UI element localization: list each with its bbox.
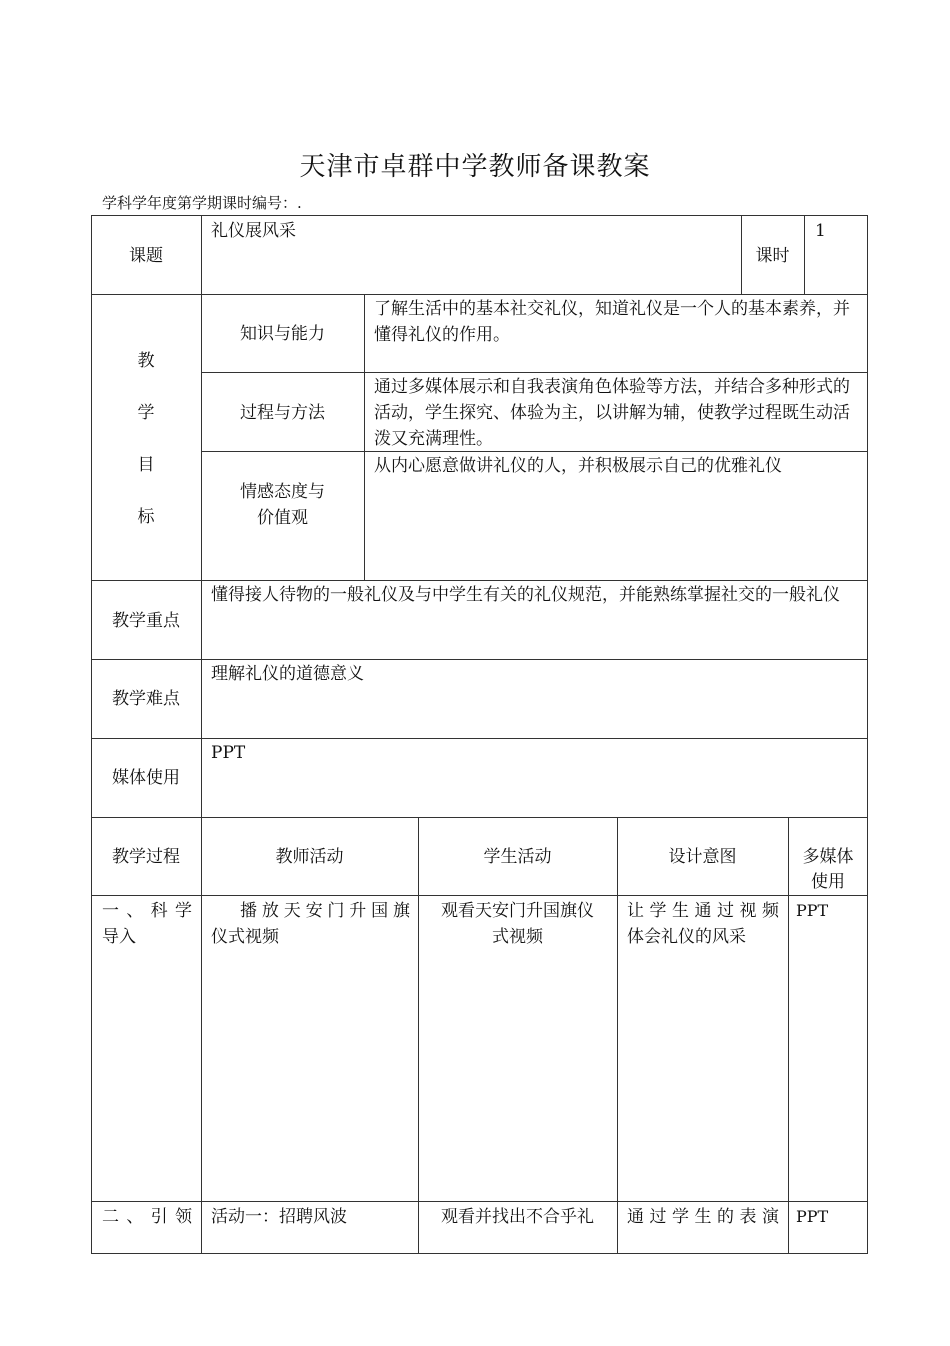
objectives-label-char: 标 — [137, 507, 155, 527]
process-row1-design-line2: 体会礼仪的风采 — [627, 927, 746, 947]
process-header-media: 多媒体 — [802, 847, 854, 867]
difficulty-text: 理解礼仪的道德意义 — [211, 664, 364, 684]
process-row1-student-line2: 式视频 — [492, 927, 543, 947]
objective-text-knowledge: 了解生活中的基本社交礼仪，知道礼仪是一个人的基本素养，并懂得礼仪的作用。 — [374, 299, 850, 345]
lesson-plan-table — [91, 215, 868, 1254]
key-point-text: 懂得接人待物的一般礼仪及与中学生有关的礼仪规范，并能熟练掌握社交的一般礼仪 — [211, 585, 840, 605]
process-row2-design: 通过学生的表演 — [627, 1207, 779, 1227]
objective-label-attitude: 情感态度与 — [240, 482, 325, 502]
process-row1-stage: 一、科学 — [102, 901, 192, 921]
process-row2-teacher: 活动一：招聘风波 — [211, 1207, 347, 1227]
key-point-label: 教学重点 — [112, 611, 180, 631]
objectives-label-char: 教 — [137, 351, 155, 371]
process-header-design: 设计意图 — [668, 847, 737, 867]
objective-label-knowledge: 知识与能力 — [240, 324, 325, 344]
media-text: PPT — [211, 743, 246, 763]
process-header-stage: 教学过程 — [112, 847, 180, 867]
process-row1-design: 让学生通过视频 — [627, 901, 779, 921]
row-divider — [91, 659, 868, 660]
process-row1-media: PPT — [796, 901, 829, 920]
meta-line: 学科学年度第学期课时编号：. — [102, 194, 302, 212]
column-divider — [418, 817, 419, 1254]
process-row1-student: 观看天安门升国旗仪 — [441, 901, 594, 921]
row-divider — [91, 895, 868, 896]
process-row2-media: PPT — [796, 1207, 829, 1226]
row-divider — [91, 738, 868, 739]
process-row1-stage-line2: 导入 — [102, 927, 136, 947]
process-header-student: 学生活动 — [483, 847, 552, 867]
process-row2-student: 观看并找出不合乎礼 — [441, 1207, 594, 1227]
process-row1-teacher: 播放天安门升国旗 — [240, 901, 410, 921]
row-divider — [201, 372, 868, 373]
row-divider — [91, 580, 868, 581]
row-divider — [91, 294, 868, 295]
topic-value: 礼仪展风采 — [211, 221, 296, 241]
row-divider — [91, 817, 868, 818]
difficulty-label: 教学难点 — [112, 689, 180, 709]
topic-label: 课题 — [129, 246, 163, 266]
column-divider — [617, 817, 618, 1254]
column-divider — [201, 215, 202, 1254]
row-divider — [91, 1201, 868, 1202]
objective-text-process: 通过多媒体展示和自我表演角色体验等方法，并结合多种形式的活动，学生探究、体验为主，以讲解为辅，使教学过程既生动活泼又充满理性。 — [374, 377, 850, 449]
period-value: 1 — [815, 221, 826, 241]
objective-label-attitude-line2: 价值观 — [257, 508, 308, 528]
media-label: 媒体使用 — [112, 768, 180, 788]
process-header-media-line2: 使用 — [811, 872, 845, 892]
column-divider — [364, 294, 365, 580]
process-row1-teacher-line2: 仪式视频 — [211, 927, 279, 947]
objective-label-process: 过程与方法 — [240, 403, 325, 423]
period-label: 课时 — [755, 246, 790, 266]
objectives-label-char: 学 — [137, 403, 155, 423]
process-row2-stage: 二、引领 — [102, 1207, 192, 1227]
column-divider — [804, 215, 805, 294]
objectives-label-char: 目 — [137, 455, 155, 475]
objective-text-attitude: 从内心愿意做讲礼仪的人，并积极展示自己的优雅礼仪 — [374, 456, 782, 476]
process-header-teacher: 教师活动 — [275, 847, 344, 867]
document-title: 天津市卓群中学教师备课教案 — [299, 152, 651, 182]
